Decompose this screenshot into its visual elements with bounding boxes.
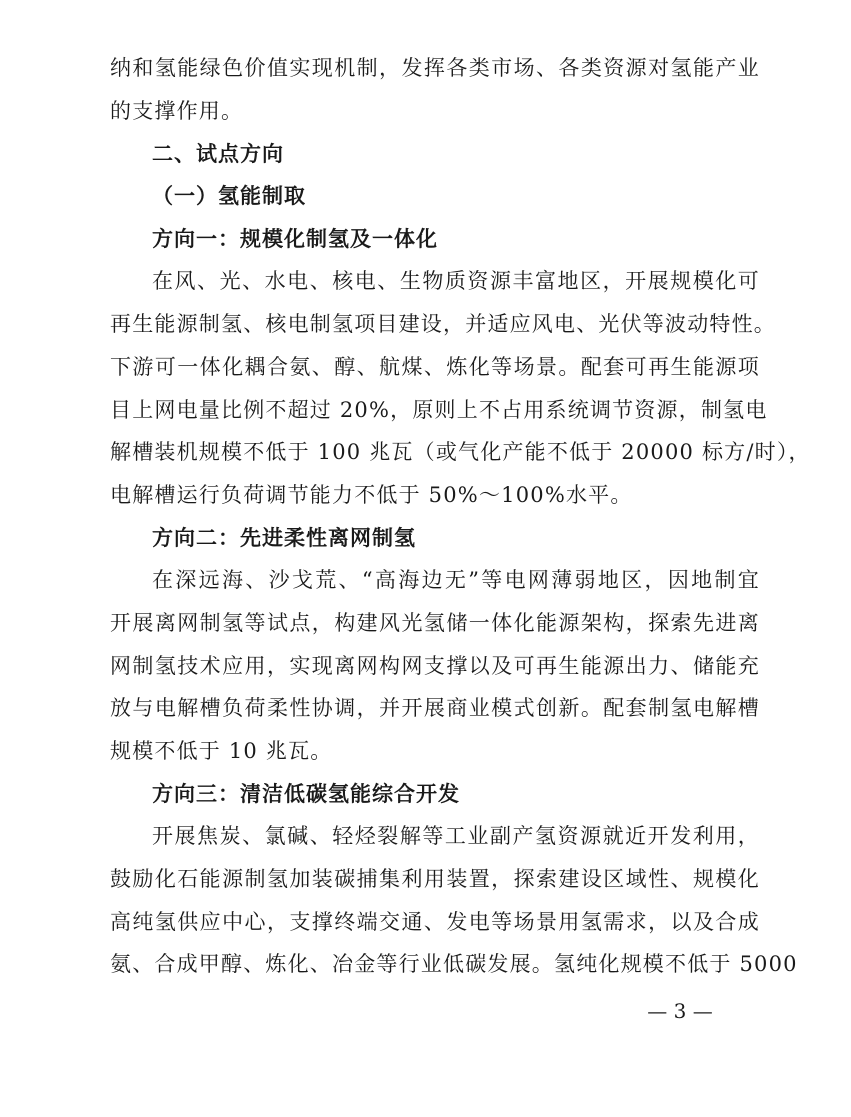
body-text-line: 开展焦炭、氯碱、轻烃裂解等工业副产氢资源就近开发利用， — [152, 824, 760, 848]
body-text-line: 目上网电量比例不超过 20%，原则上不占用系统调节资源，制氢电 — [110, 398, 768, 422]
direction-heading: 方向一：规模化制氢及一体化 — [152, 227, 438, 251]
body-text-line: 高纯氢供应中心，支撑终端交通、发电等场景用氢需求，以及合成 — [110, 910, 760, 934]
body-text-line: 规模不低于 10 兆瓦。 — [110, 739, 333, 763]
page-number: — 3 — — [647, 999, 713, 1023]
body-text-line: 在深远海、沙戈荒、“高海边无”等电网薄弱地区，因地制宜 — [152, 568, 760, 592]
section-heading: 二、试点方向 — [152, 142, 284, 166]
direction-heading: 方向二：先进柔性离网制氢 — [152, 526, 416, 550]
body-text-line: 电解槽运行负荷调节能力不低于 50%～100%水平。 — [110, 483, 633, 507]
direction-heading: 方向三：清洁低碳氢能综合开发 — [152, 782, 460, 806]
body-text-line: 下游可一体化耦合氨、醇、航煤、炼化等场景。配套可再生能源项 — [110, 355, 760, 379]
body-text-line: 放与电解槽负荷柔性协调，并开展商业模式创新。配套制氢电解槽 — [110, 696, 760, 720]
body-text-line: 再生能源制氢、核电制氢项目建设，并适应风电、光伏等波动特性。 — [110, 312, 776, 336]
subsection-heading: （一）氢能制取 — [152, 184, 306, 208]
body-text-line: 开展离网制氢等试点，构建风光氢储一体化能源架构，探索先进离 — [110, 611, 760, 635]
body-text-line: 在风、光、水电、核电、生物质资源丰富地区，开展规模化可 — [152, 269, 760, 293]
body-text-line: 网制氢技术应用，实现离网构网支撑以及可再生能源出力、储能充 — [110, 654, 760, 678]
body-text-line: 解槽装机规模不低于 100 兆瓦（或气化产能不低于 20000 标方/时）， — [110, 440, 811, 464]
body-text-line: 鼓励化石能源制氢加装碳捕集利用装置，探索建设区域性、规模化 — [110, 867, 760, 891]
body-text-line: 纳和氢能绿色价值实现机制，发挥各类市场、各类资源对氢能产业 — [110, 56, 760, 80]
body-text-line: 的支撑作用。 — [110, 99, 244, 123]
body-text-line: 氨、合成甲醇、炼化、冶金等行业低碳发展。氢纯化规模不低于 5000 — [110, 952, 798, 976]
